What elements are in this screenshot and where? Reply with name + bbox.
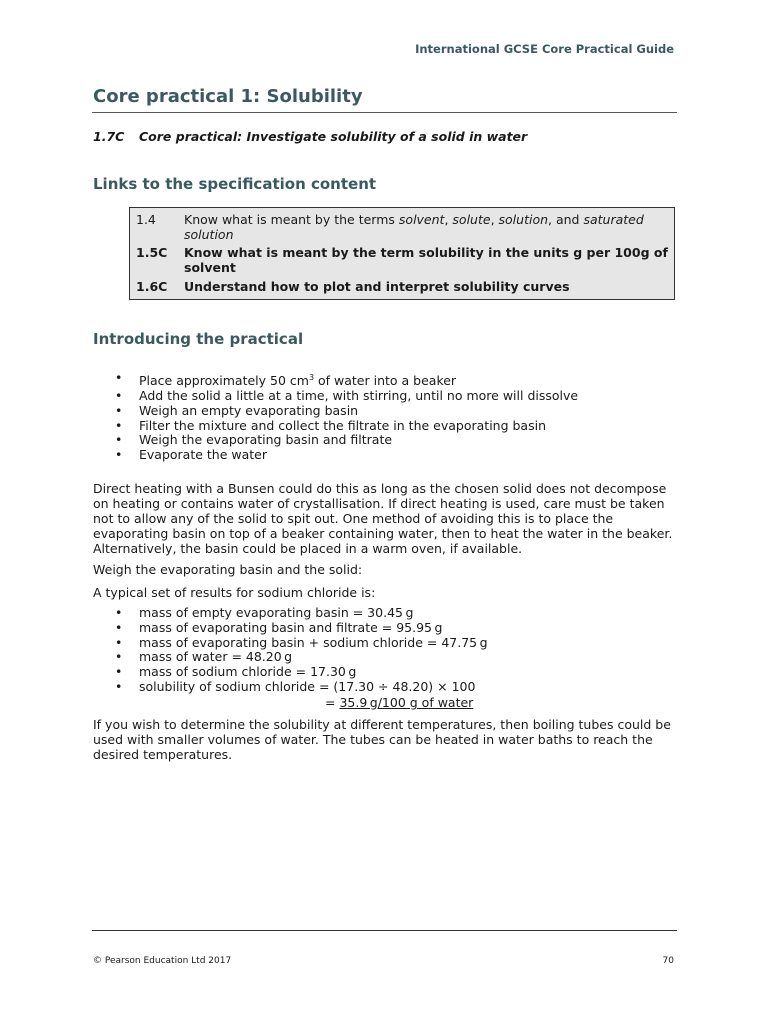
weigh-paragraph: Weigh the evaporating basin and the solid: <box>93 562 363 577</box>
footer-divider <box>92 930 677 931</box>
solubility-result: = 35.9 g/100 g of water <box>325 695 474 710</box>
spec-num: 1.5C <box>136 245 168 260</box>
running-header: International GCSE Core Practical Guide <box>415 42 674 56</box>
intro-heading: Introducing the practical <box>93 330 304 348</box>
list-item: • mass of evaporating basin and filtrate = 95.95 g <box>111 621 488 636</box>
links-heading: Links to the specification content <box>93 175 377 193</box>
page-number: 70 <box>662 956 674 966</box>
temperatures-paragraph: If you wish to determine the solubility at different temperatures, then boiling tubes could be used with smaller volumes of water. The tubes can be heated in water baths to reach the desired temperatures. <box>93 717 671 762</box>
spec-statement-code: 1.7C <box>93 129 125 144</box>
spec-row <box>136 244 668 278</box>
spec-statement-text: Core practical: Investigate solubility of a solid in water <box>139 129 528 144</box>
list-item: • Weigh an empty evaporating basin <box>111 404 578 419</box>
list-item: • mass of sodium chloride = 17.30 g <box>111 665 488 680</box>
spec-text: Know what is meant by the term solubility in the units g per 100g of solvent <box>184 245 668 275</box>
list-item: • Filter the mixture and collect the filtrate in the evaporating basin <box>111 419 578 434</box>
list-item: • mass of water = 48.20 g <box>111 650 488 665</box>
list-item: • solubility of sodium chloride = (17.30 ÷ 48.20) × 100 <box>111 680 488 695</box>
footer-copyright: © Pearson Education Ltd 2017 <box>93 956 232 966</box>
list-item: • Add the solid a little at a time, with stirring, until no more will dissolve <box>111 389 578 404</box>
list-item: • Place approximately 50 $cm^3$ of water into a beaker <box>111 371 578 389</box>
spec-text: Know what is meant by the terms solvent, solute, solution, and saturated solution <box>184 211 644 242</box>
spec-content-table <box>129 207 675 300</box>
method-list <box>111 371 578 463</box>
list-item: • mass of empty evaporating basin = 30.45 g <box>111 606 488 621</box>
spec-statement <box>93 129 527 144</box>
title-divider <box>92 112 677 113</box>
spec-row <box>136 277 668 296</box>
results-list <box>111 606 488 695</box>
heating-paragraph: Direct heating with a Bunsen could do this as long as the chosen solid does not decompose on heating or contains water of crystallisation. If direct heating is used, care must be taken not to allow any of the solid to spit out. One method of avoiding this is to place the evaporating basin on top of a beaker containing water, then to heat the water in the beaker. Alternatively, the basin could be placed in a warm oven, if available. <box>93 481 673 556</box>
spec-num: 1.4 <box>136 211 156 227</box>
list-item: • Evaporate the water <box>111 448 578 463</box>
results-intro: A typical set of results for sodium chloride is: <box>93 585 376 600</box>
list-item: • Weigh the evaporating basin and filtrate <box>111 433 578 448</box>
page-title: Core practical 1: Solubility <box>93 86 363 107</box>
spec-text: Understand how to plot and interpret solubility curves <box>184 278 570 294</box>
spec-row <box>136 210 668 244</box>
list-item: • mass of evaporating basin + sodium chloride = 47.75 g <box>111 636 488 651</box>
solubility-value: 35.9 g/100 g of water <box>339 695 474 710</box>
spec-num: 1.6C <box>136 278 168 294</box>
